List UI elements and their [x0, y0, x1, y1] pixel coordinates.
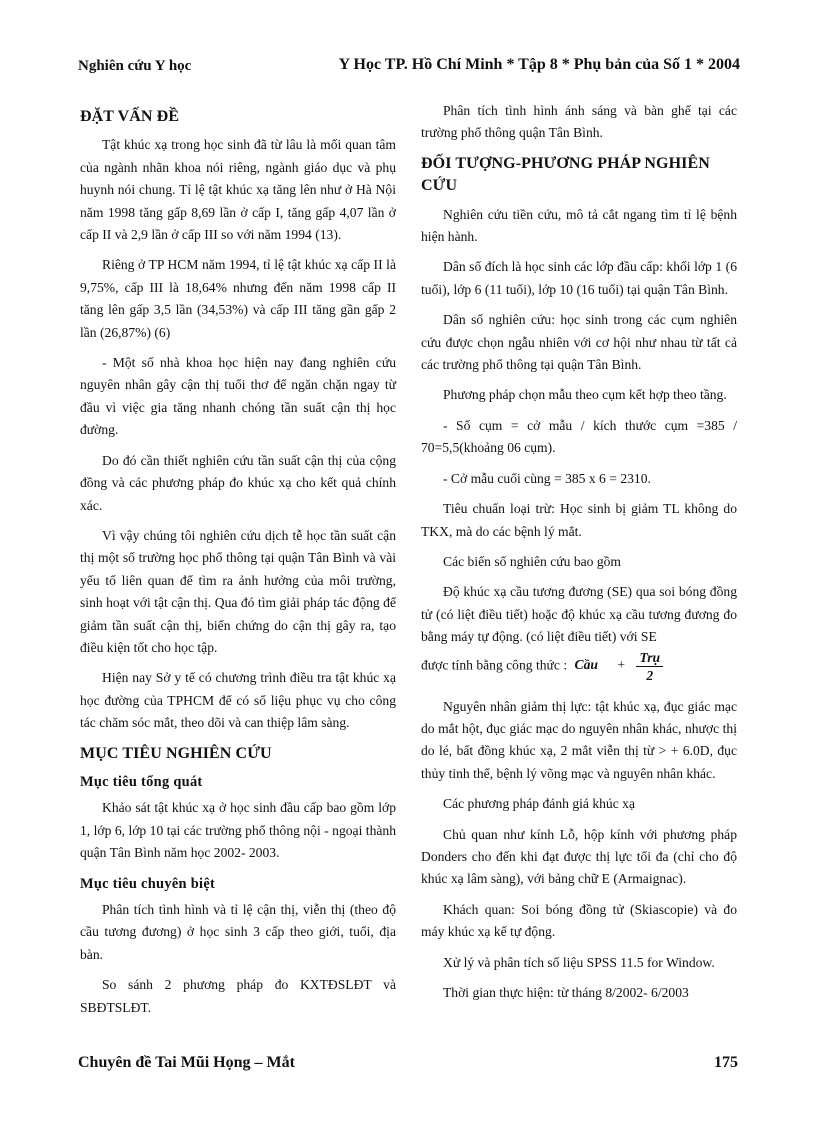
paragraph: Xử lý và phân tích số liệu SPSS 11.5 for Window. [443, 954, 715, 970]
heading-doi-tuong: ĐỐI TƯỢNG-PHƯƠNG PHÁP NGHIÊN CỨU [421, 154, 710, 195]
heading-dat-van-de: ĐẶT VẤN ĐỀ [80, 108, 180, 125]
paragraph: Do đó cần thiết nghiên cứu tần suất cận thị của cộng đồng và các phương pháp đo khúc xạ cho kết quả chính xác. [80, 452, 396, 513]
paragraph: Riêng ở TP HCM năm 1994, tỉ lệ tật khúc xạ cấp II là 9,75%, cấp III là 18,64% nhưng đến năm 1998 cấp II tăng lên gấp 3,5 lần (34,53%) và cấp III tăng gần gấp 2 lần (26,87%) (6) [80, 257, 396, 340]
paragraph: Khảo sát tật khúc xạ ở học sinh đầu cấp bao gồm lớp 1, lớp 6, lớp 10 tại các trường phổ thông nội - ngoại thành quận Tân Bình năm học 2002- 2003. [80, 800, 396, 861]
paragraph: Tiêu chuẩn loại trừ: Học sinh bị giảm TL không do TKX, mà do các bệnh lý mắt. [421, 501, 737, 539]
left-column [80, 100, 396, 1027]
paragraph: Nghiên cứu tiền cứu, mô tả cắt ngang tìm tỉ lệ bệnh hiện hành. [421, 206, 737, 245]
paragraph: Độ khúc xạ cầu tương đương (SE) qua soi bóng đồng tử (có liệt điều tiết) hoặc độ khúc xạ cầu tương đương đo bằng máy tự động. (có liệt điều tiết) với SE [421, 584, 737, 645]
paragraph: Phương pháp chọn mẫu theo cụm kết hợp theo tầng. [443, 387, 727, 403]
paragraph: - Cở mẫu cuối cùng = 385 x 6 = 2310. [443, 470, 651, 486]
paragraph: Nguyên nhân giảm thị lực: tật khúc xạ, đục giác mạc do mắt hột, đục giác mạc do nguyên nhân khác, nhược thị do lé, bất đồng khúc xạ, 2 mắt viễn thị từ > + 6.0D, đục thủy tinh thể, bệnh lý võng mạc và nguyên nhân khác. [421, 698, 737, 781]
formula-fraction [636, 649, 663, 684]
paragraph: Hiện nay Sở y tế có chương trình điều tra tật khúc xạ học đường của TPHCM để có số liệu phục vụ cho công tác chăm sóc mắt, theo dõi và can thiệp lâm sàng. [80, 670, 396, 731]
paragraph: Các biến số nghiên cứu bao gồm [443, 553, 622, 569]
paragraph: Phân tích tình hình và tỉ lệ cận thị, viễn thị (theo độ cầu tương đương) ở học sinh 3 cấp theo giới, tuổi, địa bàn. [80, 902, 396, 962]
running-footer-left: Chuyên đề Tai Mũi Họng – Mắt [78, 1054, 295, 1071]
paragraph: - Số cụm = cở mẫu / kích thước cụm =385 / 70=5,5(khoảng 06 cụm). [421, 417, 737, 456]
formula-plus: + [617, 657, 626, 673]
subheading-chuyen-biet: Mục tiêu chuyên biệt [80, 875, 216, 892]
formula-line [421, 649, 737, 684]
paragraph: Vì vậy chúng tôi nghiên cứu dịch tễ học tần suất cận thị một số trường học phổ thông tại quận Tân Bình và vài yếu tố liên quan để tìm ra ảnh hưởng của môi trường, sinh hoạt với tật cận thị. Qua đó tìm giải pháp tác động để giảm tần suất cận thị, biến chứng do cận thị gây ra, tạo điều kiện tốt cho học tập. [80, 527, 396, 655]
right-column [421, 100, 737, 1012]
paragraph: So sánh 2 phương pháp đo KXTĐSLĐT và SBĐTSLĐT. [80, 977, 396, 1015]
running-header-left: Nghiên cứu Y học [78, 58, 192, 74]
paragraph: Các phương pháp đánh giá khúc xạ [443, 796, 635, 812]
formula-numerator: Trụ [636, 649, 663, 667]
paragraph: - Một số nhà khoa học hiện nay đang nghiên cứu nguyên nhân gây cận thị tuổi thơ để ngăn chặn ngay từ đầu vì việc gia tăng nhanh chóng tần suất cận thị học đường. [80, 355, 396, 438]
paragraph: Phân tích tình hình ánh sáng và bàn ghế tại các trường phổ thông quận Tân Bình. [421, 103, 737, 141]
paragraph: Dân số nghiên cứu: học sinh trong các cụm nghiên cứu được chọn ngẫu nhiên với cơ hội như nhau từ tất cả các trường phổ thông tại quận Tân Bình. [421, 312, 737, 373]
formula-cau: Cầu [574, 657, 598, 673]
paragraph: Khách quan: Soi bóng đồng tử (Skiascopie) và đo máy khúc xạ kế tự động. [421, 901, 737, 940]
subheading-tong-quat: Mục tiêu tổng quát [80, 773, 203, 790]
formula-lead-text: được tính bằng công thức : [421, 657, 568, 673]
formula-denominator: 2 [646, 667, 654, 683]
heading-muc-tieu: MỤC TIÊU NGHIÊN CỨU [80, 744, 272, 762]
paragraph: Tật khúc xạ trong học sinh đã từ lâu là mối quan tâm của ngành nhãn khoa nói riêng, ngành giáo dục và phụ huynh nói chung. Tỉ lệ tật khúc xạ tăng lên như ở Hà Nội năm 1998 tăng gấp 8,69 lần ở cấp I, tăng gấp 4,07 lần ở cấp II và 2,9 lần ở cấp III so với năm 1994 (13). [80, 137, 396, 243]
running-header-right: Y Học TP. Hồ Chí Minh * Tập 8 * Phụ bản của Số 1 * 2004 [338, 56, 740, 73]
page-number: 175 [714, 1054, 738, 1071]
paragraph: Chủ quan như kính Lỗ, hộp kính với phương pháp Donders cho đến khi đạt được thị lực tối đa (chỉ cho độ khúc xạ lâm sàng), với bảng chữ E (Armaignac). [421, 826, 737, 887]
paragraph: Thời gian thực hiện: từ tháng 8/2002- 6/2003 [443, 985, 689, 1000]
paragraph: Dân số đích là học sinh các lớp đầu cấp: khối lớp 1 (6 tuổi), lớp 6 (11 tuổi), lớp 10 (16 tuổi) tại quận Tân Bình. [421, 259, 737, 297]
